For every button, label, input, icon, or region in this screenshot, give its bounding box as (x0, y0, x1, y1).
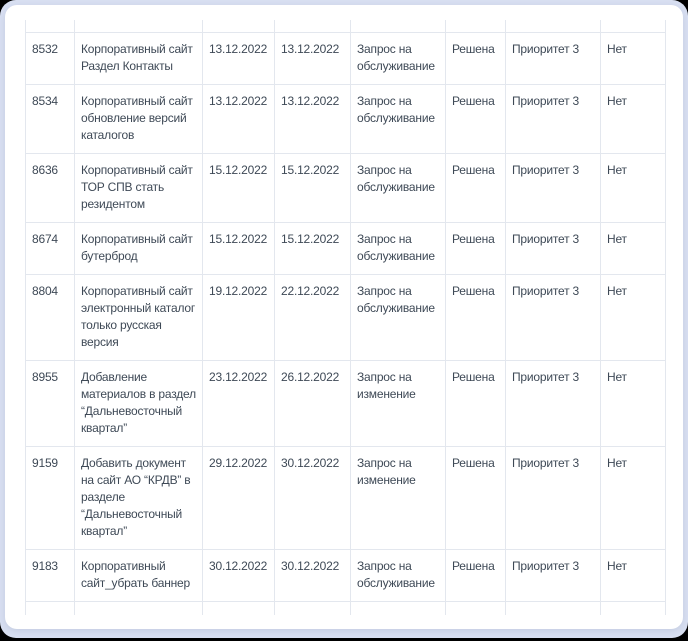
ticket-id-cell: 9183 (26, 550, 75, 602)
tickets-table-container (25, 20, 666, 615)
empty-cell (506, 602, 601, 616)
partial-row-top (26, 20, 666, 33)
ticket-title-cell: Корпоративный сайт электронный каталог только русская версия (75, 275, 203, 361)
ticket-type-cell: Запрос на обслуживание (351, 154, 446, 223)
ticket-title-cell: Добавить документ на сайт АО “КРДВ” в разделе “Дальневосточный квартал” (75, 447, 203, 550)
ticket-status-cell: Решена (446, 223, 506, 275)
ticket-type-cell: Запрос на обслуживание (351, 223, 446, 275)
empty-cell (203, 20, 275, 33)
ticket-opened-date-cell: 19.12.2022 (203, 275, 275, 361)
ticket-closed-date-cell: 13.12.2022 (275, 85, 351, 154)
ticket-escalation-cell: Нет (601, 275, 666, 361)
tickets-table (25, 20, 666, 615)
ticket-id-cell: 8534 (26, 85, 75, 154)
empty-cell (601, 20, 666, 33)
ticket-row[interactable] (26, 85, 666, 154)
ticket-closed-date-cell: 26.12.2022 (275, 361, 351, 447)
ticket-id-cell: 8532 (26, 33, 75, 85)
ticket-opened-date-cell: 23.12.2022 (203, 361, 275, 447)
ticket-row[interactable] (26, 154, 666, 223)
partial-row-bottom (26, 602, 666, 616)
ticket-status-cell: Решена (446, 85, 506, 154)
ticket-priority-cell: Приоритет 3 (506, 33, 601, 85)
ticket-id-cell: 9159 (26, 447, 75, 550)
empty-cell (351, 20, 446, 33)
ticket-escalation-cell: Нет (601, 33, 666, 85)
ticket-status-cell: Решена (446, 154, 506, 223)
ticket-priority-cell: Приоритет 3 (506, 275, 601, 361)
empty-cell (203, 602, 275, 616)
ticket-title-cell: Корпоративный сайт Раздел Контакты (75, 33, 203, 85)
ticket-priority-cell: Приоритет 3 (506, 223, 601, 275)
ticket-type-cell: Запрос на обслуживание (351, 550, 446, 602)
empty-cell (275, 20, 351, 33)
ticket-opened-date-cell: 30.12.2022 (203, 550, 275, 602)
ticket-priority-cell: Приоритет 3 (506, 361, 601, 447)
empty-cell (446, 602, 506, 616)
empty-cell (601, 602, 666, 616)
ticket-title-cell: Корпоративный сайт бутерброд (75, 223, 203, 275)
empty-cell (26, 20, 75, 33)
ticket-opened-date-cell: 13.12.2022 (203, 85, 275, 154)
ticket-type-cell: Запрос на обслуживание (351, 275, 446, 361)
ticket-priority-cell: Приоритет 3 (506, 447, 601, 550)
ticket-id-cell: 8636 (26, 154, 75, 223)
ticket-status-cell: Решена (446, 361, 506, 447)
ticket-type-cell: Запрос на обслуживание (351, 33, 446, 85)
ticket-title-cell: Корпоративный сайт ТОР СПВ стать резидентом (75, 154, 203, 223)
empty-cell (75, 602, 203, 616)
ticket-title-cell: Корпоративный сайт_убрать баннер (75, 550, 203, 602)
ticket-status-cell: Решена (446, 33, 506, 85)
tickets-card (5, 5, 683, 629)
ticket-closed-date-cell: 15.12.2022 (275, 154, 351, 223)
ticket-priority-cell: Приоритет 3 (506, 550, 601, 602)
ticket-status-cell: Решена (446, 550, 506, 602)
ticket-escalation-cell: Нет (601, 550, 666, 602)
ticket-title-cell: Добавление материалов в раздел “Дальневосточный квартал” (75, 361, 203, 447)
ticket-id-cell: 8955 (26, 361, 75, 447)
ticket-closed-date-cell: 15.12.2022 (275, 223, 351, 275)
ticket-title-cell: Корпоративный сайт обновление версий каталогов (75, 85, 203, 154)
ticket-type-cell: Запрос на изменение (351, 447, 446, 550)
empty-cell (26, 602, 75, 616)
ticket-escalation-cell: Нет (601, 85, 666, 154)
ticket-opened-date-cell: 15.12.2022 (203, 154, 275, 223)
ticket-type-cell: Запрос на обслуживание (351, 85, 446, 154)
ticket-row[interactable] (26, 361, 666, 447)
empty-cell (506, 20, 601, 33)
ticket-escalation-cell: Нет (601, 154, 666, 223)
ticket-row[interactable] (26, 275, 666, 361)
ticket-priority-cell: Приоритет 3 (506, 85, 601, 154)
ticket-opened-date-cell: 13.12.2022 (203, 33, 275, 85)
ticket-row[interactable] (26, 447, 666, 550)
ticket-row[interactable] (26, 33, 666, 85)
ticket-type-cell: Запрос на изменение (351, 361, 446, 447)
ticket-closed-date-cell: 30.12.2022 (275, 550, 351, 602)
empty-cell (351, 602, 446, 616)
ticket-id-cell: 8804 (26, 275, 75, 361)
ticket-escalation-cell: Нет (601, 447, 666, 550)
ticket-opened-date-cell: 29.12.2022 (203, 447, 275, 550)
ticket-status-cell: Решена (446, 447, 506, 550)
ticket-closed-date-cell: 30.12.2022 (275, 447, 351, 550)
ticket-closed-date-cell: 13.12.2022 (275, 33, 351, 85)
empty-cell (446, 20, 506, 33)
empty-cell (75, 20, 203, 33)
empty-cell (275, 602, 351, 616)
ticket-priority-cell: Приоритет 3 (506, 154, 601, 223)
ticket-id-cell: 8674 (26, 223, 75, 275)
ticket-opened-date-cell: 15.12.2022 (203, 223, 275, 275)
ticket-row[interactable] (26, 223, 666, 275)
ticket-closed-date-cell: 22.12.2022 (275, 275, 351, 361)
ticket-row[interactable] (26, 550, 666, 602)
ticket-escalation-cell: Нет (601, 361, 666, 447)
ticket-escalation-cell: Нет (601, 223, 666, 275)
ticket-status-cell: Решена (446, 275, 506, 361)
